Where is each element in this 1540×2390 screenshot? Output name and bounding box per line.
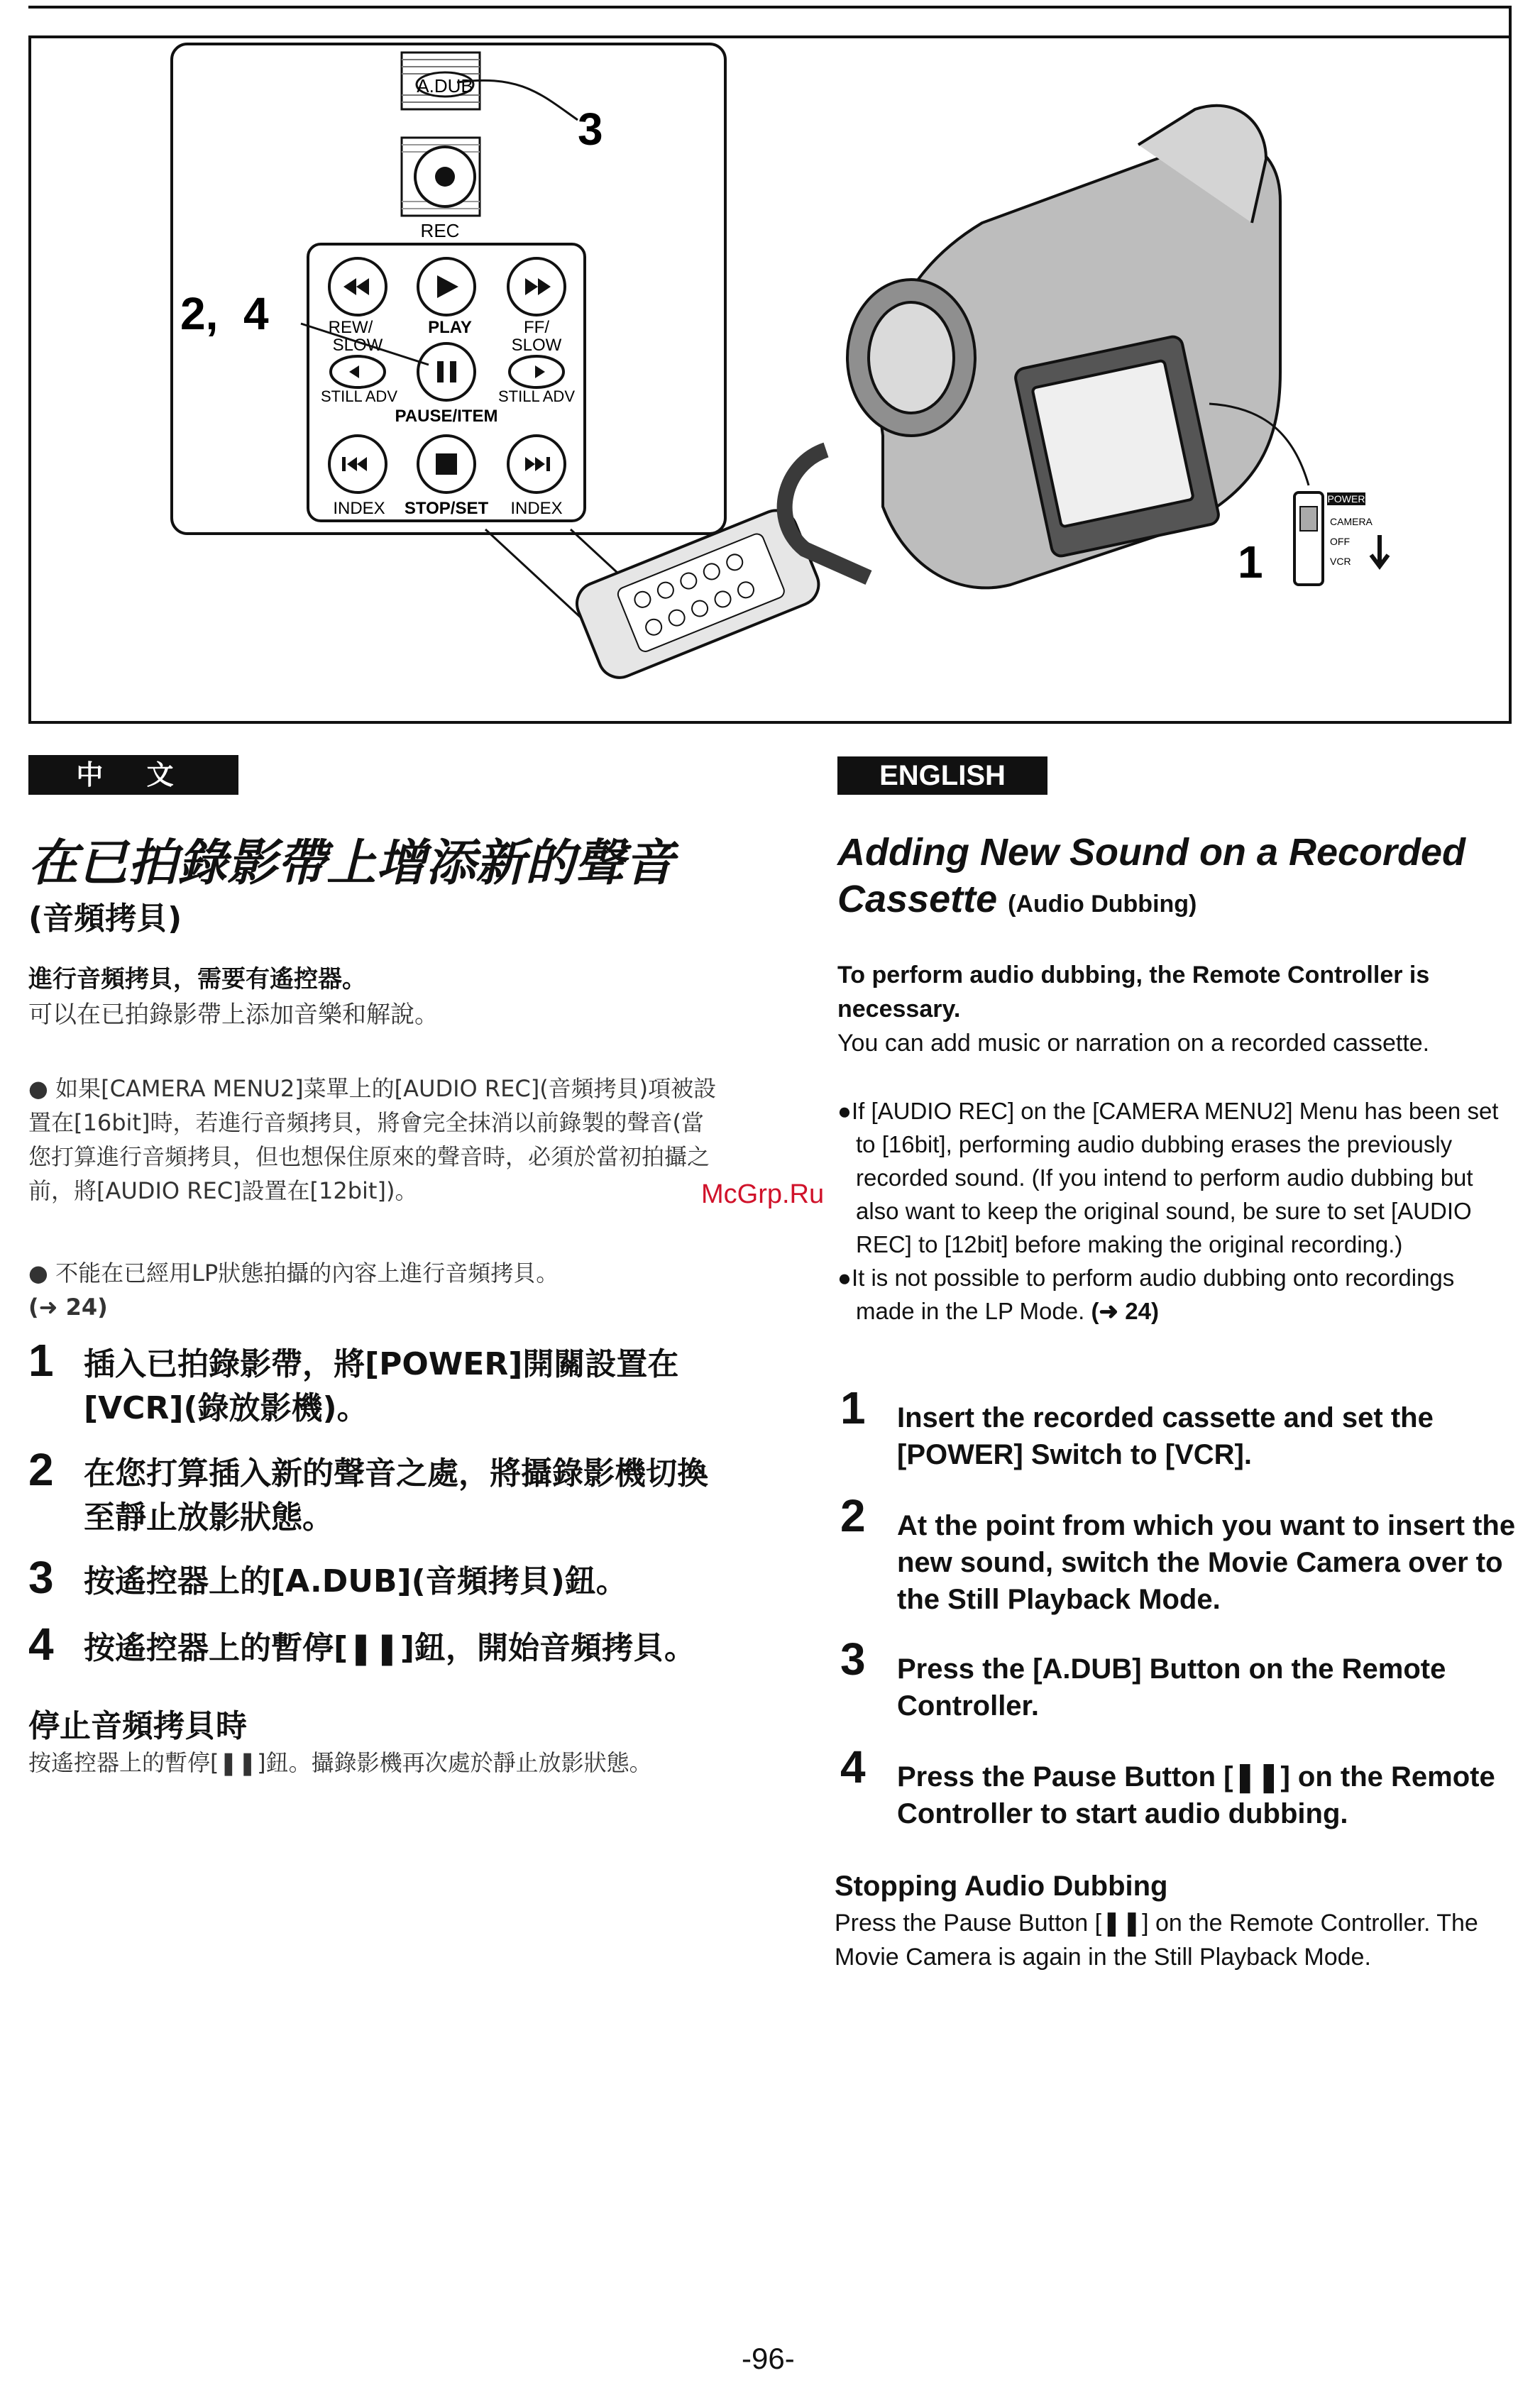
power-switch (1294, 492, 1388, 585)
chinese-step-2 (28, 1444, 737, 1540)
english-language-tag: ENGLISH (837, 756, 1047, 795)
english-intro-block (837, 958, 1512, 1060)
pause-item-label: PAUSE/ITEM (395, 407, 498, 426)
english-intro-requirement: To perform audio dubbing, the Remote Controller is necessary. (837, 962, 1430, 1023)
vcr-label: VCR (1330, 556, 1351, 567)
chinese-subtitle: (音頻拷貝) (28, 901, 182, 937)
step-number: 2 (840, 1490, 866, 1541)
chinese-note-audio-rec (28, 1072, 724, 1208)
chinese-step-1 (28, 1335, 737, 1431)
ff-label: FF/ (524, 318, 549, 337)
chinese-language-tag: 中 文 (28, 755, 238, 795)
play-label: PLAY (428, 318, 472, 337)
rew-label: REW/ (328, 318, 373, 337)
bullet: ● (28, 1260, 56, 1287)
chinese-title: 在已拍錄影帶上增添新的聲音 (28, 834, 674, 892)
step-text: Press the [A.DUB] Button on the Remote Controller. (897, 1653, 1446, 1722)
bullet: ● (837, 1265, 852, 1291)
index-right-label: INDEX (510, 499, 563, 518)
still-adv-right-label: STILL ADV (497, 387, 576, 405)
english-title: Adding New Sound on a Recorded Cassette (837, 831, 1466, 920)
chinese-intro: 可以在已拍錄影帶上添加音樂和解說。 (28, 1001, 439, 1029)
english-note-lp-mode (837, 1261, 1519, 1328)
chinese-step-4 (28, 1619, 737, 1670)
a-dub-label: A.DUB (417, 75, 473, 97)
slow-right-label: SLOW (511, 336, 562, 355)
english-stop-body: Press the Pause Button [❚❚] on the Remote Controller. The Movie Camera is again in the Still Playback Mode. (835, 1910, 1478, 1971)
bullet: ● (28, 1075, 56, 1102)
english-stop-heading: Stopping Audio Dubbing (835, 1871, 1168, 1902)
english-note-audio-rec-text: If [AUDIO REC] on the [CAMERA MENU2] Menu has been set to [16bit], performing audio dubbing erases the previously recorded sound. (If you intend to perform audio dubbing but also want to keep the original sound, be sure to set [AUDIO REC] to [12bit] before making the original recording.) (851, 1098, 1499, 1257)
callout-1: 1 (1238, 536, 1263, 588)
english-step-4 (840, 1741, 1522, 1832)
chinese-note-lp-mode-text: 不能在已經用LP狀態拍攝的內容上進行音頻拷貝。 (55, 1260, 559, 1287)
off-label: OFF (1330, 536, 1350, 547)
chinese-step-3 (28, 1552, 737, 1604)
english-note-lp-ref: (➜ 24) (1091, 1298, 1159, 1324)
step-number: 1 (840, 1382, 866, 1433)
step-text: Insert the recorded cassette and set the [POWER] Switch to [VCR]. (897, 1402, 1434, 1470)
english-title-block (837, 829, 1519, 927)
step-text: At the point from which you want to insert the new sound, switch the Movie Camera over to the Still Playback Mode. (897, 1510, 1516, 1615)
step-text: Press the Pause Button [❚❚] on the Remote Controller to start audio dubbing. (897, 1761, 1495, 1829)
step-number: 4 (840, 1741, 866, 1792)
chinese-stop-heading: 停止音頻拷貝時 (28, 1708, 247, 1744)
step-text: 在您打算插入新的聲音之處，將攝錄影機切換至靜止放影狀態。 (84, 1455, 708, 1536)
step-number: 2 (28, 1444, 54, 1495)
english-step-1 (840, 1382, 1522, 1473)
callout-2-4: 2, 4 (180, 288, 269, 339)
callout-3: 3 (578, 104, 603, 155)
english-note-audio-rec (837, 1094, 1519, 1261)
english-notes (837, 1094, 1519, 1328)
stop-set-label: STOP/SET (404, 499, 489, 518)
remote-and-camera-illustration (31, 38, 1509, 721)
english-subtitle: (Audio Dubbing) (1008, 891, 1197, 918)
english-step-2 (840, 1490, 1522, 1618)
still-adv-left-label: STILL ADV (320, 387, 398, 405)
rec-label: REC (420, 220, 460, 241)
step-number: 3 (28, 1552, 54, 1603)
watermark-link[interactable]: McGrp.Ru (701, 1179, 825, 1209)
chinese-stop-body: 按遙控器上的暫停[❚❚]鈕。攝錄影機再次處於靜止放影狀態。 (28, 1749, 652, 1776)
english-note-lp-mode-text: It is not possible to perform audio dubbing onto recordings made in the LP Mode. (851, 1265, 1455, 1324)
step-number: 1 (28, 1335, 54, 1386)
pause-button (418, 343, 475, 400)
step-text: 按遙控器上的暫停[❚❚]鈕，開始音頻拷貝。 (84, 1630, 695, 1666)
index-left-label: INDEX (333, 499, 385, 518)
chinese-note-audio-rec-text: 如果[CAMERA MENU2]菜單上的[AUDIO REC](音頻拷貝)項被設置在[16bit]時，若進行音頻拷貝，將會完全抹消以前錄製的聲音(當您打算進行音頻拷貝，但也想保住原來的聲音時，必須於當初拍攝之前，將[AUDIO REC]設置在[12bit])。 (28, 1075, 717, 1204)
chinese-note-lp-ref: (➜ 24) (28, 1294, 108, 1321)
slow-left-label: SLOW (332, 336, 383, 355)
step-number: 3 (840, 1634, 866, 1685)
page-number: -96- (742, 2342, 795, 2375)
english-intro: You can add music or narration on a recorded cassette. (837, 1030, 1430, 1057)
chinese-note-lp-mode (28, 1256, 724, 1324)
figure-panel (28, 35, 1512, 724)
step-text: 插入已拍錄影帶，將[POWER]開關設置在[VCR](錄放影機)。 (84, 1346, 679, 1426)
top-rule (28, 6, 1512, 9)
bullet: ● (837, 1098, 852, 1124)
english-step-3 (840, 1634, 1522, 1724)
camera-label: CAMERA (1330, 516, 1373, 527)
camcorder (785, 106, 1280, 588)
step-number: 4 (28, 1619, 54, 1670)
step-text: 按遙控器上的[A.DUB](音頻拷貝)鈕。 (84, 1563, 627, 1599)
chinese-intro-requirement: 進行音頻拷貝，需要有遙控器。 (28, 965, 366, 993)
switch-down-arrow (1371, 535, 1388, 566)
power-label: POWER (1327, 493, 1365, 505)
